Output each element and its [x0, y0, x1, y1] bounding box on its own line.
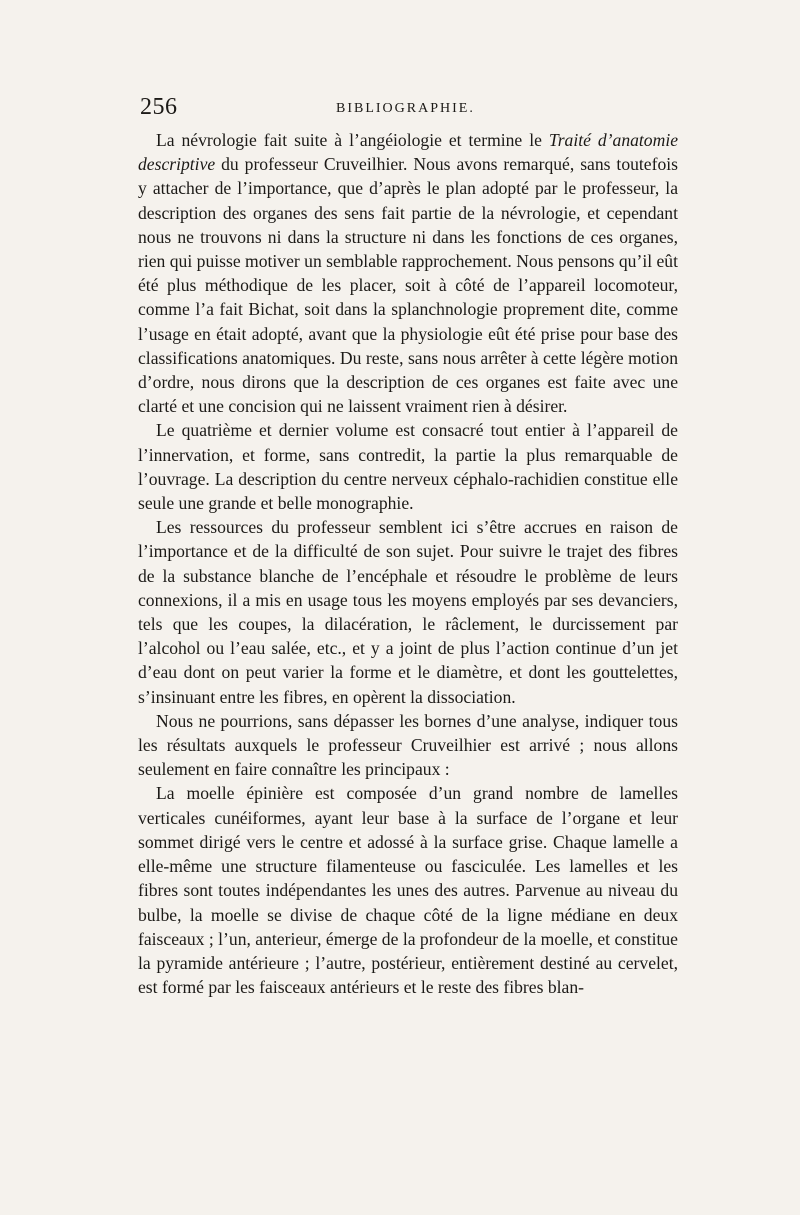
paragraph-2: Le quatrième et dernier volume est consacré tout entier à l’appareil de l’innervation, et forme, sans contredit, la partie la plus remarquable de l’ouvrage. La description du centre nerveux céphalo-rachidien constitue elle seule une grande et belle monographie. — [138, 420, 678, 514]
page-header — [140, 94, 680, 122]
body-text — [138, 128, 678, 999]
paragraph-3: Les ressources du professeur semblent ici s’être accrues en raison de l’importance et de la difficulté de son sujet. Pour suivre le trajet des fibres de la substance blanche de l’encéphale et résoudre le problème de leurs connexions, il a mis en usage tous les moyens employés par ses devanciers, tels que les coupes, la dilacération, le râclement, le durcissement par l’alcohol ou l’eau salée, etc., et y a joint de plus l’action continue d’un jet d’eau dont on peut varier la forme et le diamètre, et dont les gouttelettes, s’insinuant entre les fibres, en opèrent la dissociation. — [138, 517, 678, 707]
paragraph-5: La moelle épinière est composée d’un grand nombre de lamelles verticales cunéiformes, ayant leur base à la surface de l’organe et leur sommet dirigé vers le centre et adossé à la surface grise. Chaque lamelle a elle-même une structure filamenteuse ou fasciculée. Les lamelles et les fibres sont toutes indépendantes les unes des autres. Parvenue au niveau du bulbe, la moelle se divise de chaque côté de la ligne médiane en deux faisceaux ; l’un, anterieur, émerge de la profondeur de la moelle, et constitue la pyramide antérieure ; l’autre, postérieur, entièrement destiné au cervelet, est formé par les faisceaux antérieurs et le reste des fibres blan- — [138, 783, 678, 998]
paragraph-1-start: La névrologie fait suite à l’angéiologie et termine le — [156, 130, 549, 150]
running-title: BIBLIOGRAPHIE. — [336, 101, 475, 116]
paragraph-4: Nous ne pourrions, sans dépasser les bornes d’une analyse, indiquer tous les résultats auxquels le professeur Cruveilhier est arrivé ; nous allons seulement en faire connaître les principaux : — [138, 710, 678, 780]
page-number: 256 — [140, 94, 178, 120]
paragraph-1 — [138, 128, 678, 418]
book-title: Traité d’anatomie descriptive — [138, 130, 679, 175]
paragraph-1-end: du professeur Cruveilhier. Nous avons remarqué, sans toutefois y attacher de l’importance, que d’après le plan adopté par le professeur, la description des organes des sens fait partie de la névrologie, et cependant nous ne trouvons ni dans la structure ni dans les fonctions de ces organes, rien qui puisse motiver un semblable rapprochement. Nous pensons qu’il eût été plus méthodique de les placer, soit à côté de l’appareil locomoteur, comme l’a fait Bichat, soit dans la splanchnologie proprement dite, comme l’usage en était adopté, avant que la physiologie eût été prise pour base des classifications anatomiques. Du reste, sans nous arrêter à cette légère motion d’ordre, nous dirons que la description de ces organes est faite avec une clarté et une concision qui ne laissent vraiment rien à désirer. — [138, 154, 678, 417]
